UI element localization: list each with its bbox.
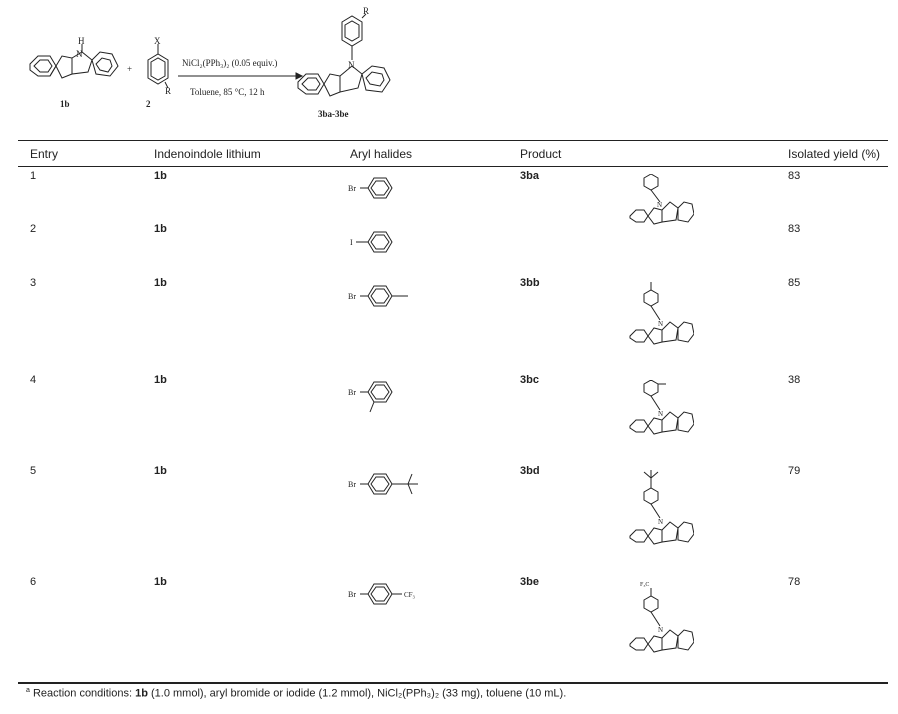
nitrogen-label: N (658, 320, 664, 328)
reactant1-label: 1b (60, 99, 70, 109)
reactant-1b-structure (30, 44, 118, 78)
table-header-rule (18, 166, 888, 167)
yield-cell: 78 (788, 576, 801, 588)
entry-cell: 2 (30, 223, 37, 235)
table-bottom-rule (18, 682, 888, 684)
product-r-label: R (363, 6, 370, 16)
conditions-solvent: Toluene, 85 °C, 12 h (190, 87, 265, 97)
product-structure-3bb (624, 282, 694, 354)
nitrogen-label: N (657, 201, 663, 209)
product-n-label: N (348, 60, 355, 70)
halide-label: Br (348, 184, 356, 193)
entry-cell: 5 (30, 465, 37, 477)
header-aryl-halides: Aryl halides (350, 147, 413, 161)
yield-cell: 79 (788, 465, 801, 477)
entry-cell: 3 (30, 277, 37, 289)
f3c-label: F₃C (640, 582, 650, 588)
product-label: 3ba-3be (318, 109, 349, 119)
aryl-halide-structure (346, 470, 426, 500)
footnote-marker: a (26, 687, 30, 694)
product-structure-3be (624, 578, 694, 662)
product-structure (298, 14, 390, 96)
yield-cell: 85 (788, 277, 801, 289)
product-cell: 3bc (520, 374, 539, 386)
conditions-catalyst: NiCl₂(PPh₃)₂ (0.05 equiv.) (182, 58, 278, 68)
aryl-halide-structure (346, 378, 406, 414)
header-entry: Entry (30, 147, 59, 161)
product-cell: 3be (520, 576, 539, 588)
reactant-2-structure (148, 44, 168, 88)
footnote-bold-ref: 1b (135, 687, 148, 700)
table-top-rule (18, 140, 888, 141)
halide-label: Br (348, 388, 356, 397)
product-structure-3bd (624, 470, 694, 554)
lithium-cell: 1b (154, 170, 167, 182)
cf3-label: CF₃ (404, 591, 416, 599)
aryl-halide-structure (346, 282, 416, 310)
header-isolated-yield: Isolated yield (%) (788, 147, 881, 161)
product-cell: 3ba (520, 170, 539, 182)
reactant1-n-label: N (76, 49, 83, 59)
halide-label: Br (348, 590, 356, 599)
footnote-prefix: Reaction conditions: (32, 687, 136, 700)
aryl-halide-structure (346, 228, 406, 256)
yield-cell: 83 (788, 170, 801, 182)
reactant1-nh-label: H (78, 36, 85, 46)
product-structure-3bc (624, 380, 694, 440)
product-cell: 3bb (520, 277, 540, 289)
yield-cell: 38 (788, 374, 801, 386)
nitrogen-label: N (658, 410, 664, 418)
nitrogen-label: N (658, 518, 664, 526)
footnote-text: (1.0 mmol), aryl bromide or iodide (1.2 mmol), NiCl₂(PPh₃)₂ (33 mg), toluene (10 mL). (147, 687, 567, 700)
yield-cell: 83 (788, 223, 801, 235)
entry-cell: 4 (30, 374, 37, 386)
lithium-cell: 1b (154, 576, 167, 588)
halide-label: Br (348, 480, 356, 489)
aryl-halide-structure (346, 174, 406, 200)
product-cell: 3bd (520, 465, 540, 477)
halide-label: I (350, 238, 353, 247)
header-indenoindole-lithium: Indenoindole lithium (154, 147, 261, 161)
plus-sign: + (127, 64, 133, 74)
lithium-cell: 1b (154, 465, 167, 477)
nitrogen-label: N (658, 626, 664, 634)
reactant2-r-label: R (165, 86, 172, 96)
table-footnote (26, 687, 566, 700)
header-product: Product (520, 147, 562, 161)
lithium-cell: 1b (154, 374, 167, 386)
reactant2-x-label: X (154, 36, 161, 46)
halide-label: Br (348, 292, 356, 301)
lithium-cell: 1b (154, 223, 167, 235)
product-structure-3ba (624, 174, 694, 232)
reactant2-label: 2 (146, 99, 151, 109)
entry-cell: 1 (30, 170, 37, 182)
lithium-cell: 1b (154, 277, 167, 289)
aryl-halide-structure (346, 580, 426, 608)
entry-cell: 6 (30, 576, 37, 588)
reaction-scheme (0, 0, 898, 135)
